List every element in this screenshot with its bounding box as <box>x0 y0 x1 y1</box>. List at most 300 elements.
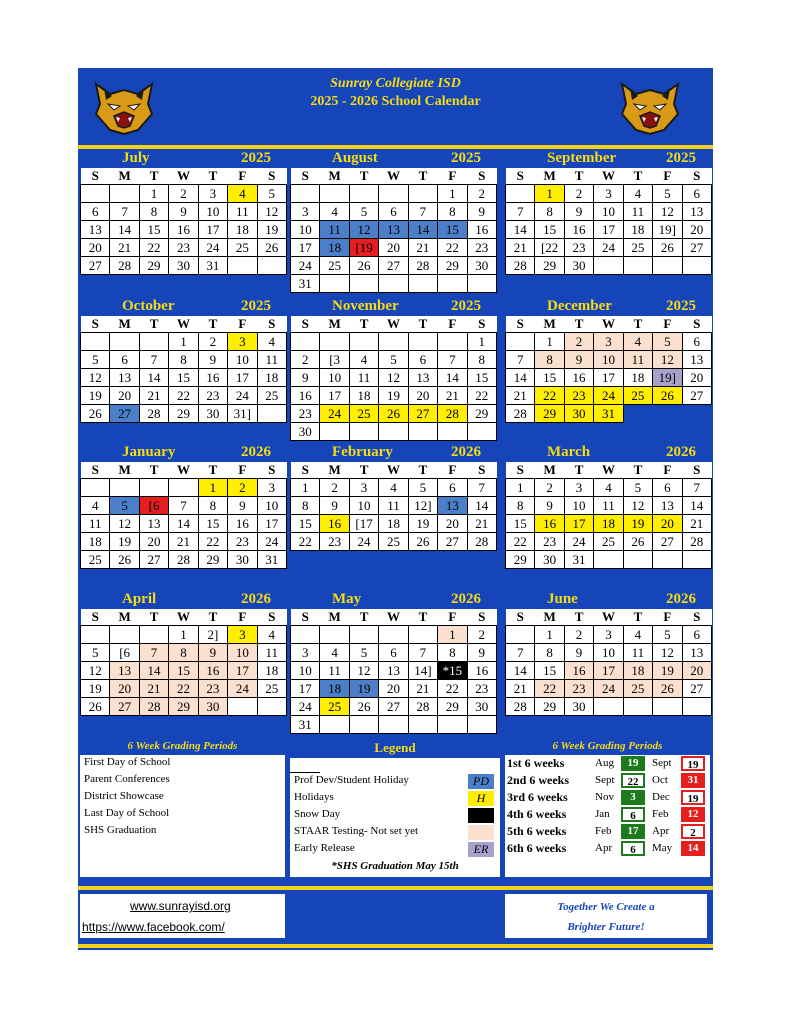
month-grid <box>505 462 712 569</box>
day-cell: 8 <box>438 644 467 662</box>
week-row <box>291 515 497 533</box>
grading-start-day-3: 3 <box>621 790 645 805</box>
day-cell: 12 <box>653 203 682 221</box>
day-cell: 22 <box>438 680 467 698</box>
empty-day-cell <box>257 405 286 423</box>
day-cell: 1 <box>506 479 535 497</box>
day-cell: 1 <box>535 626 564 644</box>
day-cell: 2 <box>198 333 227 351</box>
day-cell: 15 <box>467 369 496 387</box>
day-cell: 24 <box>594 387 623 405</box>
empty-day-cell <box>506 333 535 351</box>
weekday-label: M <box>320 462 349 479</box>
weekday-label: W <box>379 168 408 185</box>
month-header <box>80 590 287 609</box>
day-cell: 27 <box>682 387 711 405</box>
day-cell: 4 <box>257 626 286 644</box>
day-cell: 24 <box>594 680 623 698</box>
weekday-label: T <box>408 609 437 626</box>
grading-label-1: 1st 6 weeks <box>507 756 565 770</box>
day-cell: 8 <box>438 203 467 221</box>
day-cell: 30 <box>467 698 496 716</box>
day-cell: 13 <box>139 515 168 533</box>
day-cell: 19 <box>349 680 378 698</box>
day-cell: 13 <box>438 497 467 515</box>
empty-day-cell <box>379 333 408 351</box>
day-cell: 31 <box>291 275 320 293</box>
day-cell: 29 <box>438 257 467 275</box>
weekday-label: T <box>623 168 652 185</box>
week-row <box>506 680 712 698</box>
day-cell: 14 <box>438 369 467 387</box>
day-cell: 30 <box>291 423 320 441</box>
weekday-label: S <box>682 609 711 626</box>
week-row <box>291 203 497 221</box>
day-cell: 4 <box>623 185 652 203</box>
day-cell: 14 <box>506 221 535 239</box>
grading-start-day-2: 22 <box>621 773 645 788</box>
day-cell: 14 <box>139 662 168 680</box>
day-cell: 21 <box>467 515 496 533</box>
month-may <box>290 590 497 734</box>
empty-day-cell <box>349 626 378 644</box>
day-cell: 12 <box>81 369 110 387</box>
grading-label-6: 6th 6 weeks <box>507 841 567 855</box>
day-cell: 24 <box>291 698 320 716</box>
month-grid <box>290 462 497 551</box>
empty-day-cell <box>506 185 535 203</box>
day-cell: 18 <box>320 680 349 698</box>
day-cell: 28 <box>408 257 437 275</box>
day-cell: 2 <box>228 479 257 497</box>
day-cell: 7 <box>139 351 168 369</box>
day-cell: 5 <box>653 626 682 644</box>
legend-heading: Legend <box>374 740 416 755</box>
day-cell: 12 <box>257 203 286 221</box>
day-cell: 18 <box>623 662 652 680</box>
day-cell: 2 <box>169 185 198 203</box>
grading-heading: 6 Week Grading Periods <box>552 740 663 752</box>
day-cell: 6 <box>379 203 408 221</box>
day-cell: 19 <box>408 515 437 533</box>
week-row <box>81 551 287 569</box>
day-cell: 7 <box>467 479 496 497</box>
legend-label-staar: STAAR Testing- Not set yet <box>294 825 419 837</box>
day-cell: 13 <box>81 221 110 239</box>
week-row <box>506 405 712 423</box>
day-cell: 28 <box>139 698 168 716</box>
weekday-row <box>81 168 287 185</box>
week-row <box>81 405 287 423</box>
day-cell: 23 <box>564 387 593 405</box>
day-cell: 1 <box>169 333 198 351</box>
month-year: 2025 <box>241 298 271 314</box>
empty-day-cell <box>228 698 257 716</box>
day-cell: 25 <box>623 387 652 405</box>
district-name: Sunray Collegiate ISD <box>330 76 461 91</box>
day-cell: 15 <box>169 369 198 387</box>
empty-day-cell <box>81 333 110 351</box>
day-cell: 29 <box>535 257 564 275</box>
week-row <box>506 479 712 497</box>
week-row <box>291 680 497 698</box>
day-cell: 5 <box>379 351 408 369</box>
empty-day-cell <box>438 716 467 734</box>
day-cell: 19 <box>653 662 682 680</box>
week-row <box>291 698 497 716</box>
week-row <box>506 515 712 533</box>
month-header <box>80 443 287 462</box>
empty-day-cell <box>139 333 168 351</box>
empty-day-cell <box>320 333 349 351</box>
day-cell: 10 <box>349 497 378 515</box>
day-cell: 20 <box>438 515 467 533</box>
day-cell: 14 <box>506 662 535 680</box>
website-link[interactable]: www.sunrayisd.org <box>130 899 231 913</box>
day-cell: 16 <box>228 515 257 533</box>
weekday-label: M <box>110 316 139 333</box>
week-row <box>506 333 712 351</box>
grading-end-month-4: Feb <box>652 808 669 820</box>
month-december <box>505 297 712 423</box>
day-cell: 19 <box>257 221 286 239</box>
week-row <box>506 221 712 239</box>
day-cell: 21 <box>110 239 139 257</box>
day-cell: 16 <box>169 221 198 239</box>
day-cell: 13 <box>408 369 437 387</box>
day-cell: 25 <box>379 533 408 551</box>
weekday-label: F <box>438 462 467 479</box>
weekday-row <box>81 609 287 626</box>
month-name: January <box>122 444 176 460</box>
day-cell: 7 <box>438 351 467 369</box>
month-year: 2026 <box>451 444 481 460</box>
empty-day-cell <box>653 405 682 423</box>
day-cell: 14] <box>408 662 437 680</box>
weekday-row <box>291 609 497 626</box>
day-cell: 1 <box>535 333 564 351</box>
day-cell: 9 <box>564 644 593 662</box>
weekday-label: S <box>467 168 496 185</box>
day-cell: 23 <box>564 239 593 257</box>
day-cell: 20 <box>682 221 711 239</box>
weekday-label: W <box>169 462 198 479</box>
day-cell: 3 <box>291 203 320 221</box>
day-cell: 18 <box>228 221 257 239</box>
day-cell: 28 <box>408 698 437 716</box>
month-july <box>80 149 287 275</box>
day-cell: 30 <box>535 551 564 569</box>
day-cell: 26 <box>653 680 682 698</box>
day-cell: 24 <box>320 405 349 423</box>
day-cell: 19 <box>623 515 652 533</box>
day-cell: 21 <box>139 387 168 405</box>
legend-label-early-release: Early Release <box>294 842 355 854</box>
empty-day-cell <box>653 698 682 716</box>
grading-label-4: 4th 6 weeks <box>507 807 567 821</box>
empty-day-cell <box>139 626 168 644</box>
day-cell: 6 <box>682 333 711 351</box>
month-header <box>290 443 497 462</box>
day-cell: 19 <box>110 533 139 551</box>
day-cell: 5 <box>257 185 286 203</box>
day-cell: 21 <box>506 680 535 698</box>
day-cell: 26 <box>653 239 682 257</box>
day-cell: 26 <box>257 239 286 257</box>
weekday-label: M <box>320 316 349 333</box>
weekday-label: S <box>291 609 320 626</box>
month-header <box>505 590 712 609</box>
day-cell: 2 <box>291 351 320 369</box>
day-cell: [6 <box>139 497 168 515</box>
day-cell: 5 <box>653 333 682 351</box>
day-cell: 6 <box>408 351 437 369</box>
day-cell: 4 <box>594 479 623 497</box>
week-row <box>291 626 497 644</box>
day-cell: 31 <box>257 551 286 569</box>
day-cell: 25 <box>349 405 378 423</box>
grading-panel <box>505 755 710 877</box>
month-header <box>290 590 497 609</box>
weekday-label: T <box>623 462 652 479</box>
event-last-day: Last Day of School <box>84 807 170 819</box>
day-cell: 20 <box>110 680 139 698</box>
day-cell: 1 <box>139 185 168 203</box>
day-cell: 31] <box>228 405 257 423</box>
weekday-label: T <box>198 168 227 185</box>
day-cell: 27 <box>682 239 711 257</box>
empty-day-cell <box>438 275 467 293</box>
grading-end-month-2: Oct <box>652 774 668 786</box>
day-cell: 8 <box>506 497 535 515</box>
day-cell: 28 <box>139 405 168 423</box>
empty-day-cell <box>467 716 496 734</box>
weekday-label: W <box>169 609 198 626</box>
week-row <box>506 662 712 680</box>
day-cell: 21 <box>682 515 711 533</box>
wildcat-logo-icon <box>618 78 682 136</box>
month-year: 2026 <box>666 444 696 460</box>
month-header <box>505 443 712 462</box>
divider-stripe <box>78 944 713 948</box>
day-cell: 5 <box>653 185 682 203</box>
facebook-link[interactable]: https://www.facebook.com/ <box>82 920 225 934</box>
day-cell: 17 <box>564 515 593 533</box>
day-cell: 18 <box>257 662 286 680</box>
day-cell: 20 <box>379 239 408 257</box>
weekday-label: S <box>257 609 286 626</box>
day-cell: 6 <box>682 185 711 203</box>
day-cell: 8 <box>535 351 564 369</box>
month-grid <box>290 609 497 734</box>
day-cell: 20 <box>139 533 168 551</box>
weekday-label: M <box>535 609 564 626</box>
weekday-label: T <box>139 168 168 185</box>
empty-day-cell <box>408 185 437 203</box>
day-cell: 17 <box>320 387 349 405</box>
day-cell: 24 <box>594 239 623 257</box>
day-cell: 27 <box>110 698 139 716</box>
day-cell: 15 <box>535 369 564 387</box>
day-cell: 2 <box>564 626 593 644</box>
weekday-label: S <box>506 609 535 626</box>
grading-end-month-6: May <box>652 842 673 854</box>
empty-day-cell <box>623 551 652 569</box>
day-cell: 27 <box>379 698 408 716</box>
weekday-label: T <box>139 462 168 479</box>
weekday-label: T <box>349 168 378 185</box>
week-row <box>81 333 287 351</box>
weekday-label: T <box>623 609 652 626</box>
weekday-label: F <box>438 316 467 333</box>
day-cell: 22 <box>169 680 198 698</box>
day-cell: 17 <box>198 221 227 239</box>
day-cell: 11 <box>81 515 110 533</box>
week-row <box>506 257 712 275</box>
day-cell: 25 <box>81 551 110 569</box>
day-cell: 26 <box>653 387 682 405</box>
day-cell: 18 <box>320 239 349 257</box>
day-cell: 13 <box>379 662 408 680</box>
month-grid <box>80 462 287 569</box>
empty-day-cell <box>438 333 467 351</box>
empty-day-cell <box>623 257 652 275</box>
weekday-label: F <box>228 168 257 185</box>
month-november <box>290 297 497 441</box>
day-cell: 2 <box>467 626 496 644</box>
day-cell: 30 <box>198 698 227 716</box>
day-cell: 20 <box>682 662 711 680</box>
day-cell: 1 <box>438 185 467 203</box>
day-cell: 5 <box>408 479 437 497</box>
day-cell: 1 <box>535 185 564 203</box>
weekday-label: S <box>682 462 711 479</box>
day-cell: 1 <box>467 333 496 351</box>
calendar-sheet <box>78 68 713 950</box>
day-cell: 10 <box>228 644 257 662</box>
weekday-label: F <box>438 168 467 185</box>
day-cell: 29 <box>169 405 198 423</box>
weekday-label: F <box>653 609 682 626</box>
empty-day-cell <box>408 626 437 644</box>
day-cell: 11 <box>320 662 349 680</box>
day-cell: 31 <box>198 257 227 275</box>
day-cell: 20 <box>379 680 408 698</box>
weekday-label: S <box>506 316 535 333</box>
day-cell: 27 <box>110 405 139 423</box>
empty-day-cell <box>467 275 496 293</box>
weekday-label: T <box>139 609 168 626</box>
weekday-row <box>506 462 712 479</box>
day-cell: 22 <box>506 533 535 551</box>
weekday-label: S <box>506 462 535 479</box>
day-cell: 2 <box>564 185 593 203</box>
day-cell: 10 <box>257 497 286 515</box>
weekday-label: M <box>320 168 349 185</box>
week-row <box>506 551 712 569</box>
day-cell: 26 <box>349 257 378 275</box>
day-cell: 15 <box>291 515 320 533</box>
day-cell: 21 <box>169 533 198 551</box>
week-row <box>291 423 497 441</box>
weekday-label: W <box>379 462 408 479</box>
month-grid <box>505 609 712 716</box>
weekday-label: S <box>467 316 496 333</box>
month-september <box>505 149 712 275</box>
day-cell: 25 <box>320 698 349 716</box>
day-cell: 21 <box>506 387 535 405</box>
weekday-label: W <box>169 168 198 185</box>
day-cell: 2 <box>564 333 593 351</box>
empty-day-cell <box>594 257 623 275</box>
weekday-label: F <box>653 462 682 479</box>
day-cell: 29 <box>438 698 467 716</box>
weekday-label: W <box>379 609 408 626</box>
day-cell: 22 <box>467 387 496 405</box>
day-cell: 15 <box>139 221 168 239</box>
day-cell: 21 <box>139 680 168 698</box>
day-cell: 10 <box>594 203 623 221</box>
day-cell: 23 <box>169 239 198 257</box>
grading-label-5: 5th 6 weeks <box>507 824 567 838</box>
day-cell: 21 <box>408 239 437 257</box>
empty-day-cell <box>320 716 349 734</box>
legend-panel <box>290 758 500 877</box>
day-cell: 12 <box>81 662 110 680</box>
day-cell: 1 <box>291 479 320 497</box>
empty-day-cell <box>594 551 623 569</box>
empty-day-cell <box>81 479 110 497</box>
weekday-label: M <box>320 609 349 626</box>
day-cell: 11 <box>623 351 652 369</box>
day-cell: 9 <box>228 497 257 515</box>
weekday-row <box>291 316 497 333</box>
day-cell: 2] <box>198 626 227 644</box>
week-row <box>81 387 287 405</box>
weekday-row <box>291 462 497 479</box>
month-header <box>80 149 287 168</box>
day-cell: 9 <box>535 497 564 515</box>
day-cell: 11 <box>379 497 408 515</box>
week-row <box>291 275 497 293</box>
empty-day-cell <box>228 257 257 275</box>
weekday-label: S <box>291 462 320 479</box>
day-cell: 12 <box>653 644 682 662</box>
grading-start-day-1: 19 <box>621 756 645 771</box>
weekday-label: T <box>408 462 437 479</box>
empty-day-cell <box>320 275 349 293</box>
grading-end-month-5: Apr <box>652 825 670 837</box>
day-cell: 23 <box>198 387 227 405</box>
week-row <box>506 644 712 662</box>
day-cell: 15 <box>535 221 564 239</box>
day-cell: 14 <box>110 221 139 239</box>
empty-day-cell <box>320 626 349 644</box>
week-row <box>81 369 287 387</box>
day-cell: 17 <box>257 515 286 533</box>
calendar-title: 2025 - 2026 School Calendar <box>310 94 481 109</box>
empty-day-cell <box>349 716 378 734</box>
week-row <box>291 333 497 351</box>
legend-rule <box>290 772 320 773</box>
week-row <box>81 644 287 662</box>
month-name: June <box>547 591 578 607</box>
day-cell: 16 <box>198 662 227 680</box>
month-grid <box>505 316 712 423</box>
empty-day-cell <box>653 551 682 569</box>
day-cell: 3 <box>198 185 227 203</box>
weekday-label: W <box>379 316 408 333</box>
